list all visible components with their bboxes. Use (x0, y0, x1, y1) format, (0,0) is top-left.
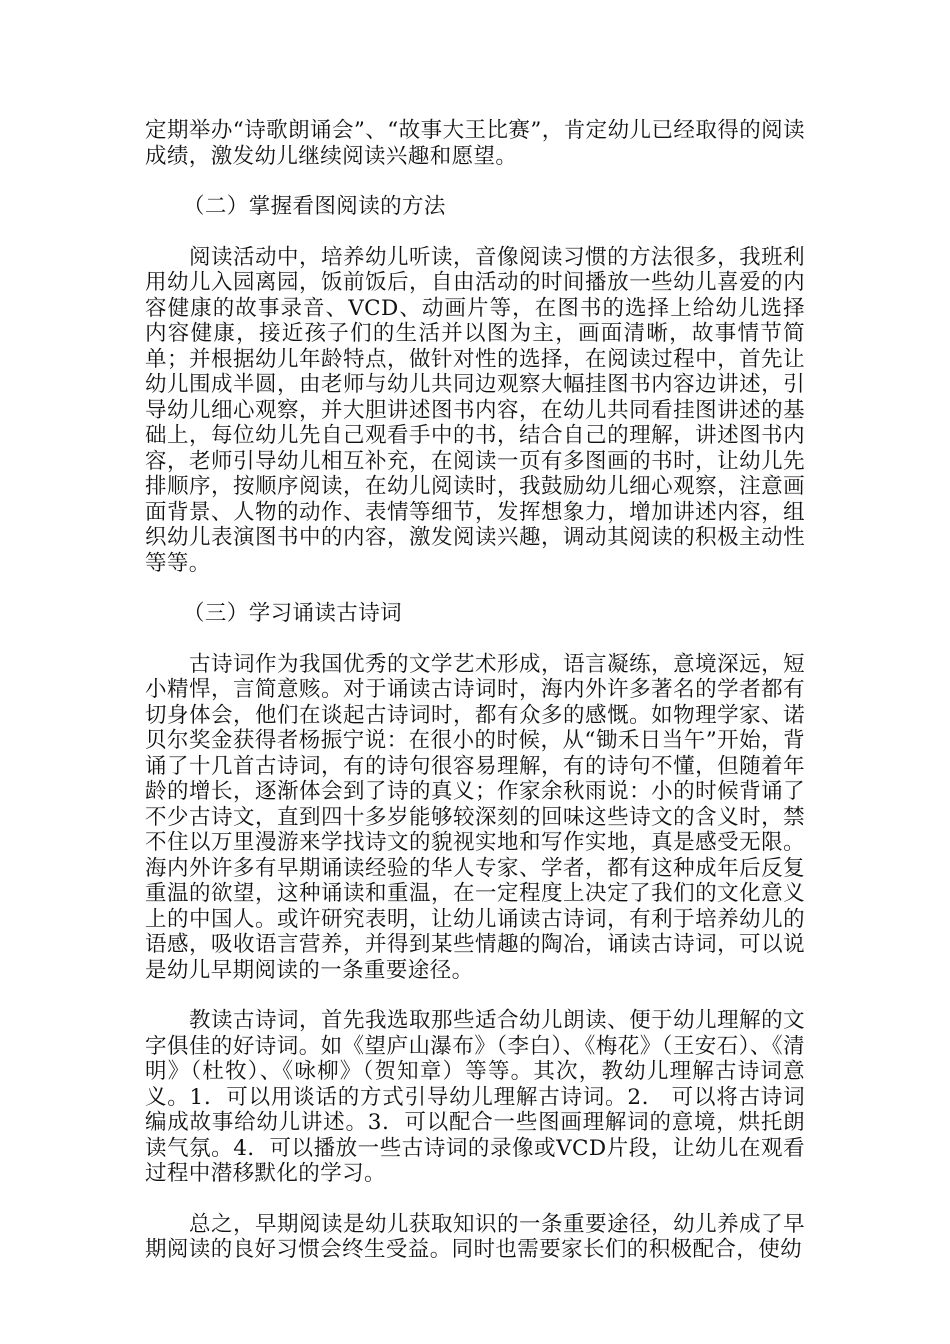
document-page (145, 118, 805, 1263)
paragraph-reading-method: 阅读活动中，培养幼儿听读，音像阅读习惯的方法很多，我班利用幼儿入园离园，饭前饭后，自由活动的时间播放一些幼儿喜爱的内容健康的故事录音、VCD、动画片等，在图书的选择上给幼儿选择内容健康，接近孩子们的生活并以图为主，画面清晰，故事情节简单；并根据幼儿年龄特点，做针对性的选择，在阅读过程中，首先让幼儿围成半圆，由老师与幼儿共同边观察大幅挂图书内容边讲述，引导幼儿细心观察，并大胆讲述图书内容，在幼儿共同看挂图讲述的基础上，每位幼儿先自己观看手中的书，结合自己的理解，讲述图书内容，老师引导幼儿相互补充，在阅读一页有多图画的书时，让幼儿先排顺序，按顺序阅读，在幼儿阅读时，我鼓励幼儿细心观察，注意画面背景、人物的动作、表情等细节，发挥想象力，增加讲述内容，组织幼儿表演图书中的内容，激发阅读兴趣，调动其阅读的积极主动性等等。 (145, 244, 805, 576)
paragraph-teaching-poetry: 教读古诗词，首先我选取那些适合幼儿朗读、便于幼儿理解的文字俱佳的好诗词。如《望庐山瀑布》（李白）、《梅花》（王安石）、《清明》（杜牧）、《咏柳》（贺知章）等等。其次，教幼儿理解古诗词意义。1．可以用谈话的方式引导幼儿理解古诗词。2． 可以将古诗词编成故事给幼儿讲述。3．可以配合一些图画理解词的意境，烘托朗读气氛。4．可以播放一些古诗词的录像或VCD片段，让幼儿在观看过程中潜移默化的学习。 (145, 1008, 805, 1186)
section-heading-3: （三）学习诵读古诗词 (183, 601, 403, 626)
section-heading-2: （二）掌握看图阅读的方法 (183, 194, 446, 219)
paragraph-gap (145, 220, 805, 245)
paragraph-gap (145, 983, 805, 1008)
paragraph-conclusion: 总之，早期阅读是幼儿获取知识的一条重要途径，幼儿养成了早期阅读的良好习惯会终生受益。同时也需要家长们的积极配合，使幼 (145, 1211, 805, 1262)
paragraph-gap (145, 576, 805, 601)
paragraph-classical-poetry: 古诗词作为我国优秀的文学艺术形成，语言凝练，意境深远，短小精悍，言简意赅。对于诵读古诗词时，海内外许多著名的学者都有切身体会，他们在谈起古诗词时，都有众多的感慨。如物理学家、诺贝尔奖金获得者杨振宁说：在很小的时候，从“锄禾日当午”开始，背诵了十几首古诗词，有的诗句很容易理解，有的诗句不懂，但随着年龄的增长，逐渐体会到了诗的真义；作家余秋雨说：小的时候背诵了不少古诗文，直到四十多岁能够较深刻的回味这些诗文的含义时，禁不住以万里漫游来学找诗文的貌视实地和写作实地，真是感受无限。海内外许多有早期诵读经验的华人专家、学者，都有这种成年后反复重温的欲望，这种诵读和重温，在一定程度上决定了我们的文化意义上的中国人。或许研究表明，让幼儿诵读古诗词，有利于培养幼儿的语感，吸收语言营养，并得到某些情趣的陶冶，诵读古诗词，可以说是幼儿早期阅读的一条重要途径。 (145, 651, 805, 983)
paragraph-continuation: 定期举办“诗歌朗诵会”、“故事大王比赛”，肯定幼儿已经取得的阅读成绩，激发幼儿继续阅读兴趣和愿望。 (145, 118, 805, 169)
paragraph-gap (145, 627, 805, 652)
paragraph-gap (145, 1187, 805, 1212)
paragraph-gap (145, 169, 805, 194)
